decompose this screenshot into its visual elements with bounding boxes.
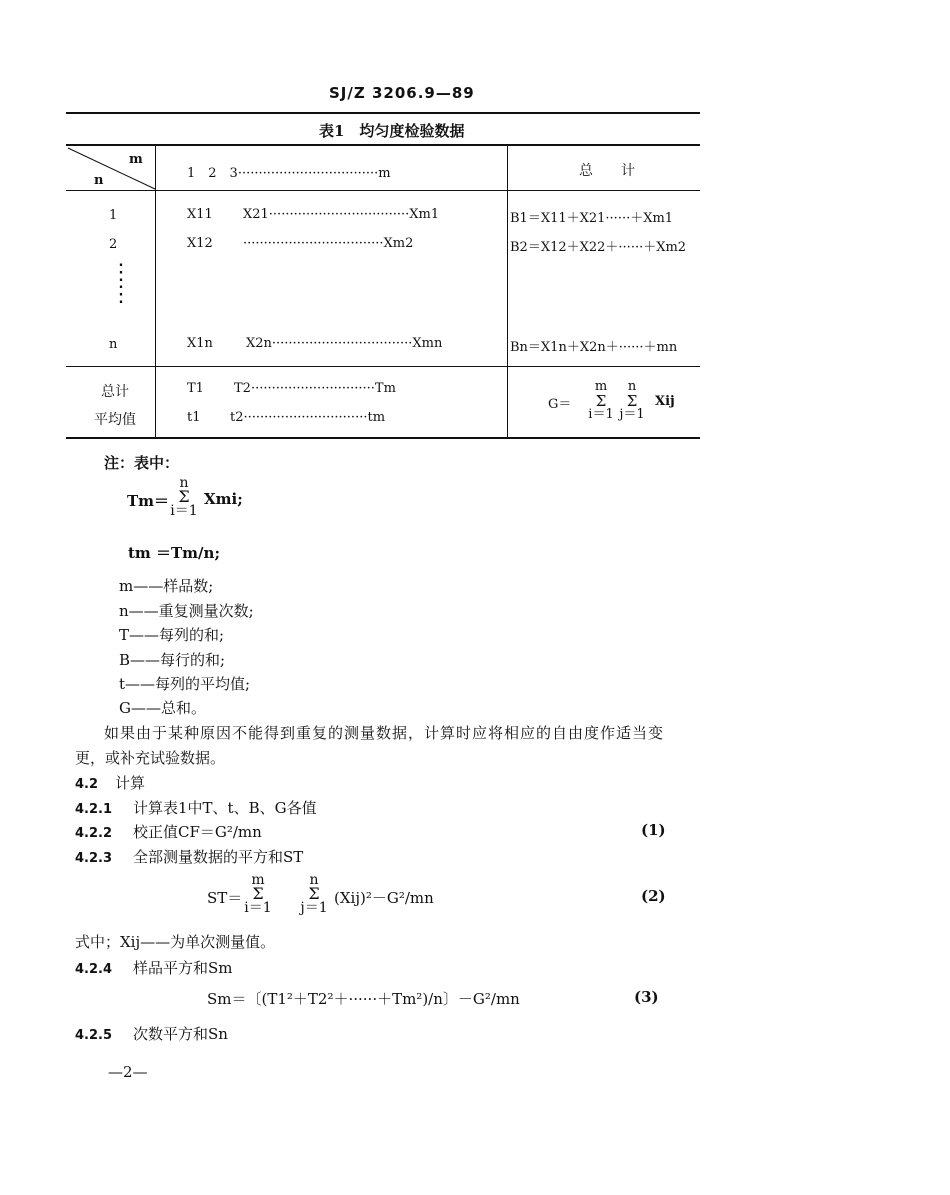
equation-1-number: (1) [641,821,666,839]
row-1-first: X11 [187,207,213,222]
eq2-rest: (Xij)²－G²/mn [334,889,434,907]
section-number: 4.2.5 [75,1028,113,1043]
tm-formula-term: Xmi; [204,490,243,508]
table-bottom-rule [66,437,700,439]
table-vline-right [507,146,508,437]
tm-formula-lhs: Tm＝ [127,492,170,510]
paragraph-line-2: 更，或补充试验数据。 [75,749,226,767]
section-4-2-3 [75,846,303,867]
table-header-rule [66,190,700,191]
row-1-index: 1 [109,208,118,223]
section-number: 4.2.3 [75,851,113,866]
section-title: 次数平方和Sn [133,1025,228,1043]
column-header-indices: 1 2 3··································m [187,166,391,181]
page-number: —2— [108,1063,148,1081]
section-4-2-1 [75,797,317,818]
g-formula-term: Xij [655,394,675,409]
average-row-rest: t2······························tm [230,410,386,425]
eq2-sum-i: m Σ i＝1 [244,872,272,916]
section-4-2-5 [75,1023,228,1044]
definition-n: n——重复测量次数; [119,602,254,620]
definition-m: m——样品数; [119,577,214,595]
doc-code-header: SJ/Z 3206.9—89 [329,84,475,102]
definition-t-avg: t——每列的平均值; [119,675,251,693]
section-number: 4.2.2 [75,826,113,841]
tm-average-formula: tm ＝Tm/n; [128,544,220,562]
row-1-rest: X21··································Xm1 [243,207,440,222]
eq2-lhs: ST＝ [207,889,243,907]
section-4-2-2 [75,821,262,842]
paragraph-line-1: 如果由于某种原因不能得到重复的测量数据，计算时应将相应的自由度作适当变 [104,724,665,742]
row-1-sum: B1＝X11＋X21······＋Xm1 [510,211,674,226]
section-title: 计算表1中T、t、B、G各值 [133,799,317,817]
corner-n-label: n [94,173,104,188]
g-formula-sum-j: n Σ j＝1 [619,379,645,422]
definition-g: G——总和。 [119,699,206,717]
row-continuation-dots: ⋮ [110,260,132,285]
definition-t-sum: T——每列的和; [119,626,225,644]
total-row-rest: T2······························Tm [234,381,396,396]
section-4-2-4 [75,957,233,978]
row-n-sum: Bn＝X1n＋X2n＋······＋mn [510,340,678,355]
row-continuation-dots-2: ⋮ [110,282,132,307]
equation-2-number: (2) [641,887,666,905]
header-rule [66,112,700,114]
where-line: 式中；Xij——为单次测量值。 [75,933,276,951]
table-totals-rule [66,366,700,367]
row-2-rest: ··································Xm2 [243,236,414,251]
section-4-2 [75,772,145,793]
tm-formula-sum: n Σ i＝1 [170,475,198,519]
row-n-rest: X2n··································Xmn [246,336,443,351]
row-2-first: X12 [187,236,213,251]
section-number: 4.2.1 [75,802,113,817]
section-title: 计算 [115,774,146,792]
section-title: 样品平方和Sm [133,959,233,977]
row-n-index: n [109,337,118,352]
average-row-label: 平均值 [94,412,136,428]
notes-intro: 注：表中： [104,454,180,472]
total-row-label: 总计 [101,384,129,400]
section-number: 4.2.4 [75,962,113,977]
eq2-sum-j: n Σ j＝1 [300,872,328,916]
section-number: 4.2 [75,777,99,792]
table-title: 表1 均匀度检验数据 [319,122,465,140]
total-column-header: 总 计 [579,163,635,179]
total-row-first: T1 [187,381,204,396]
g-formula-sum-i: m Σ i＝1 [588,379,614,422]
section-title: 校正值CF＝G²/mn [133,823,262,841]
definition-b: B——每行的和; [119,651,226,669]
corner-m-label: m [129,152,143,167]
table-top-rule [66,144,700,146]
average-row-first: t1 [187,410,201,425]
section-title: 全部测量数据的平方和ST [133,848,304,866]
eq3-formula: Sm＝〔(T1²＋T2²＋······＋Tm²)/n〕－G²/mn [207,990,520,1008]
g-formula-lhs: G＝ [548,397,572,412]
equation-3-number: (3) [634,988,659,1006]
row-2-index: 2 [109,237,118,252]
row-n-first: X1n [187,336,213,351]
row-2-sum: B2＝X12＋X22＋······＋Xm2 [510,240,687,255]
